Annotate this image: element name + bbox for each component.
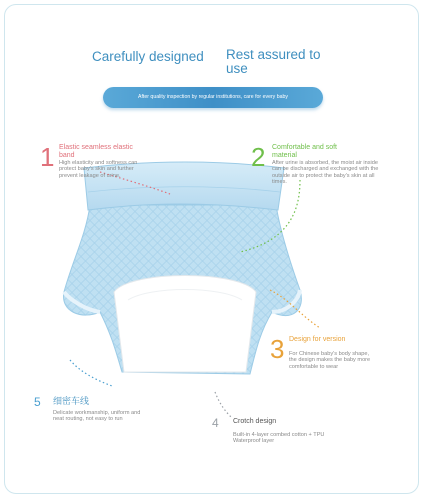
feature-4-description: Built-in 4-layer combed cotton + TPU Waterproof layer: [233, 432, 325, 445]
feature-2-number: 2: [251, 142, 266, 172]
feature-5-description: Delicate workmanship, uniform and neat routing, not easy to run: [53, 410, 141, 423]
feature-5-title: 细密车线: [53, 397, 90, 407]
quality-banner: After quality inspection by regular institutions, care for every baby: [103, 87, 323, 108]
feature-1-title: Elastic seamless elastic band: [59, 144, 133, 159]
feature-3-number: 3: [270, 334, 285, 364]
heading-rest-assured: Rest assured to use: [226, 47, 321, 76]
feature-1-number: 1: [40, 142, 55, 172]
feature-2-title: Comfortable and soft material: [272, 144, 337, 159]
training-pants-illustration: [64, 162, 302, 374]
feature-3-title: Design for version: [289, 336, 346, 343]
feature-5-number: 5: [34, 395, 41, 409]
heading-carefully-designed: Carefully designed: [92, 49, 204, 64]
feature-2-description: After urine is absorbed, the moist air inside can be discharged and exchanged with the outside air to protect the baby's skin at all times.: [272, 160, 379, 186]
feature-4-number: 4: [212, 416, 219, 430]
feature-3-description: For Chinese baby's body shape, the design makes the baby more comfortable to wear: [289, 351, 371, 370]
feature-4-title: Crotch design: [233, 418, 277, 425]
feature-1-description: High elasticity and softness can protect baby's skin and further prevent leakage of urine.: [59, 160, 138, 179]
